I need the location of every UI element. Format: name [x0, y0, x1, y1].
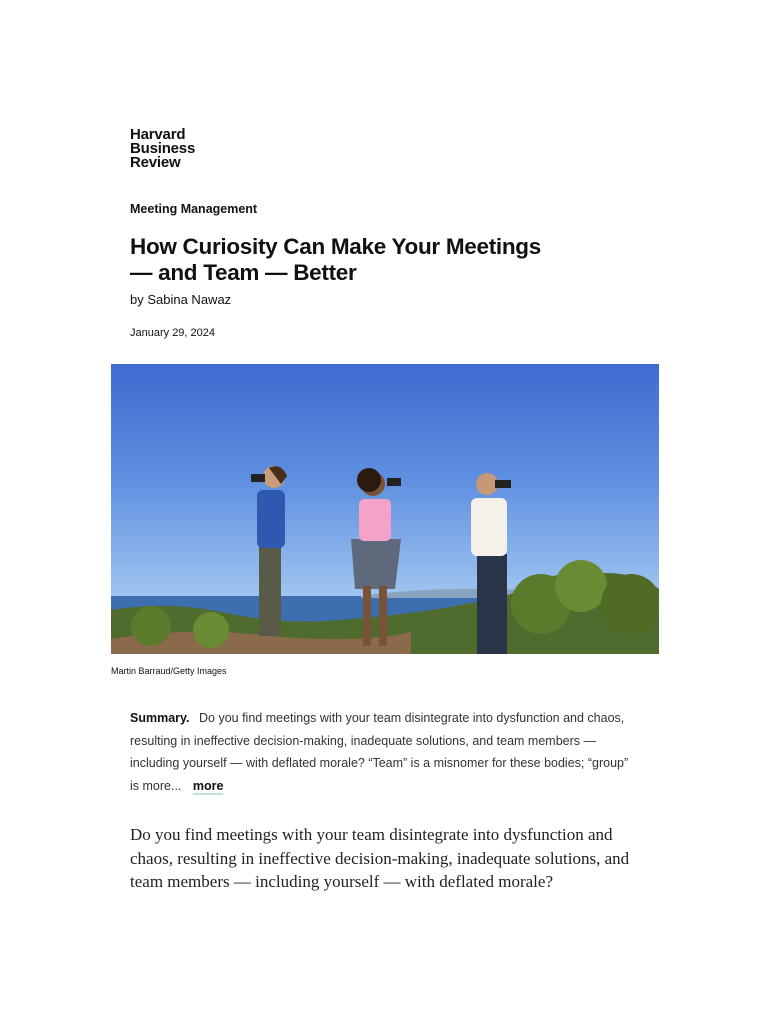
summary-text: Do you find meetings with your team disintegrate into dysfunction and chaos, resulting in ineffective decision-making, inadequate solutions, and team members — including yourself — with deflated morale? “Team” is a misnomer for these bodies; “group” is more...: [130, 711, 629, 793]
topic-link[interactable]: Meeting Management: [130, 202, 258, 216]
hero-image: [111, 364, 659, 654]
article-title: How Curiosity Can Make Your Meetings — and Team — Better: [130, 234, 541, 285]
summary-box: [130, 707, 640, 797]
logo-line: Review: [130, 154, 181, 171]
hero-illustration: [111, 364, 659, 654]
logo-line: Harvard: [130, 126, 186, 143]
body-paragraph: Do you find meetings with your team disintegrate into dysfunction and chaos, resulting in ineffective decision-making, inadequate solutions, and team members — including yourself — with deflated morale?: [130, 825, 630, 891]
publish-date: January 29, 2024: [130, 327, 216, 339]
summary-label: Summary.: [130, 711, 190, 725]
image-credit: Martin Barraud/Getty Images: [111, 666, 227, 676]
byline: by Sabina Nawaz: [130, 292, 232, 307]
logo-line: Business: [130, 140, 196, 157]
hbr-logo[interactable]: [130, 128, 195, 170]
more-link[interactable]: more: [192, 778, 224, 793]
person-right: [471, 473, 511, 654]
